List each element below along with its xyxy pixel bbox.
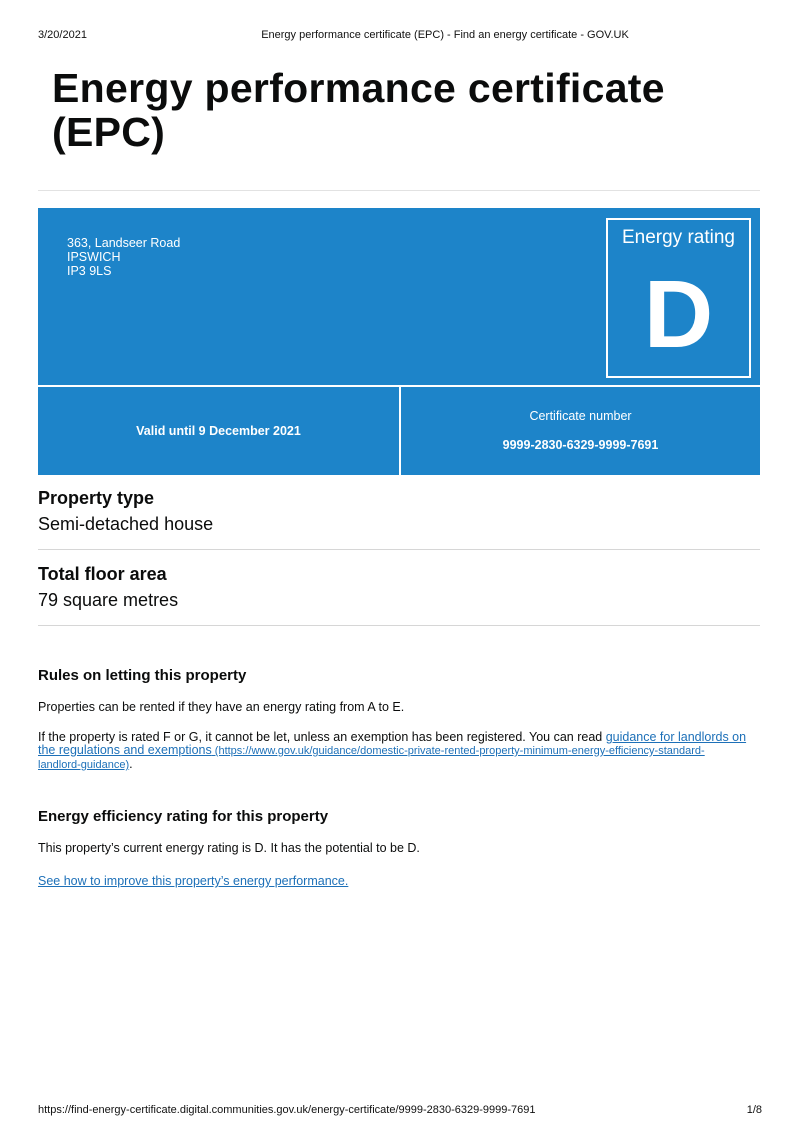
property-type-value: Semi-detached house	[38, 514, 214, 534]
certificate-number: 9999-2830-6329-9999-7691	[502, 438, 659, 452]
energy-rating-value: D	[643, 261, 714, 368]
address-line: 363, Landseer Road	[67, 236, 181, 250]
panel-divider-vertical	[399, 387, 401, 475]
page-title	[52, 66, 665, 154]
floor-area-value: 79 square metres	[38, 590, 179, 610]
floor-area-heading: Total floor area	[38, 564, 167, 584]
letting-rules-paragraph: Properties can be rented if they have an energy rating from A to E.	[38, 700, 405, 714]
exemption-text: If the property is rated F or G, it cannot be let, unless an exemption has been registered. You can read	[38, 730, 606, 744]
exemption-paragraph	[38, 731, 758, 772]
exemption-text-end: .	[129, 757, 133, 771]
energy-rating-label: Energy rating	[621, 227, 735, 248]
address-line: IP3 9LS	[67, 264, 112, 278]
property-type-heading: Property type	[38, 488, 155, 508]
valid-until: Valid until 9 December 2021	[136, 424, 301, 438]
certificate-number-label: Certificate number	[529, 409, 632, 423]
page-number: 1/8	[746, 1104, 762, 1116]
letting-rules-heading: Rules on letting this property	[38, 667, 247, 684]
improve-performance-link[interactable]: See how to improve this property’s energy performance.	[38, 874, 349, 888]
landlord-guidance-url: landlord-guidance)	[38, 759, 130, 771]
energy-rating-box	[606, 218, 751, 378]
print-date: 3/20/2021	[38, 29, 87, 41]
page-title-line-2: (EPC)	[52, 109, 166, 155]
landlord-guidance-link-text: guidance for landlords on	[605, 730, 747, 744]
certificate-panel	[38, 208, 760, 475]
landlord-guidance-url: (https://www.gov.uk/guidance/domestic-private-rented-property-minimum-energy-efficiency-standard-	[211, 745, 705, 757]
print-url: https://find-energy-certificate.digital.communities.gov.uk/energy-certificate/9999-2830-6329-9999-7691	[38, 1104, 536, 1116]
efficiency-rating-heading: Energy efficiency rating for this property	[38, 808, 329, 825]
landlord-guidance-link-text: the regulations and exemptions	[38, 743, 212, 757]
efficiency-rating-paragraph: This property’s current energy rating is D. It has the potential to be D.	[38, 841, 420, 855]
property-address	[67, 236, 180, 278]
title-divider	[38, 190, 760, 191]
address-line: IPSWICH	[67, 250, 121, 264]
summary-divider	[38, 625, 760, 626]
summary-divider	[38, 549, 760, 550]
improve-performance-row	[38, 875, 758, 888]
print-page-title: Energy performance certificate (EPC) - Find an energy certificate - GOV.UK	[261, 29, 629, 41]
page-title-line-1: Energy performance certificate	[52, 65, 665, 111]
